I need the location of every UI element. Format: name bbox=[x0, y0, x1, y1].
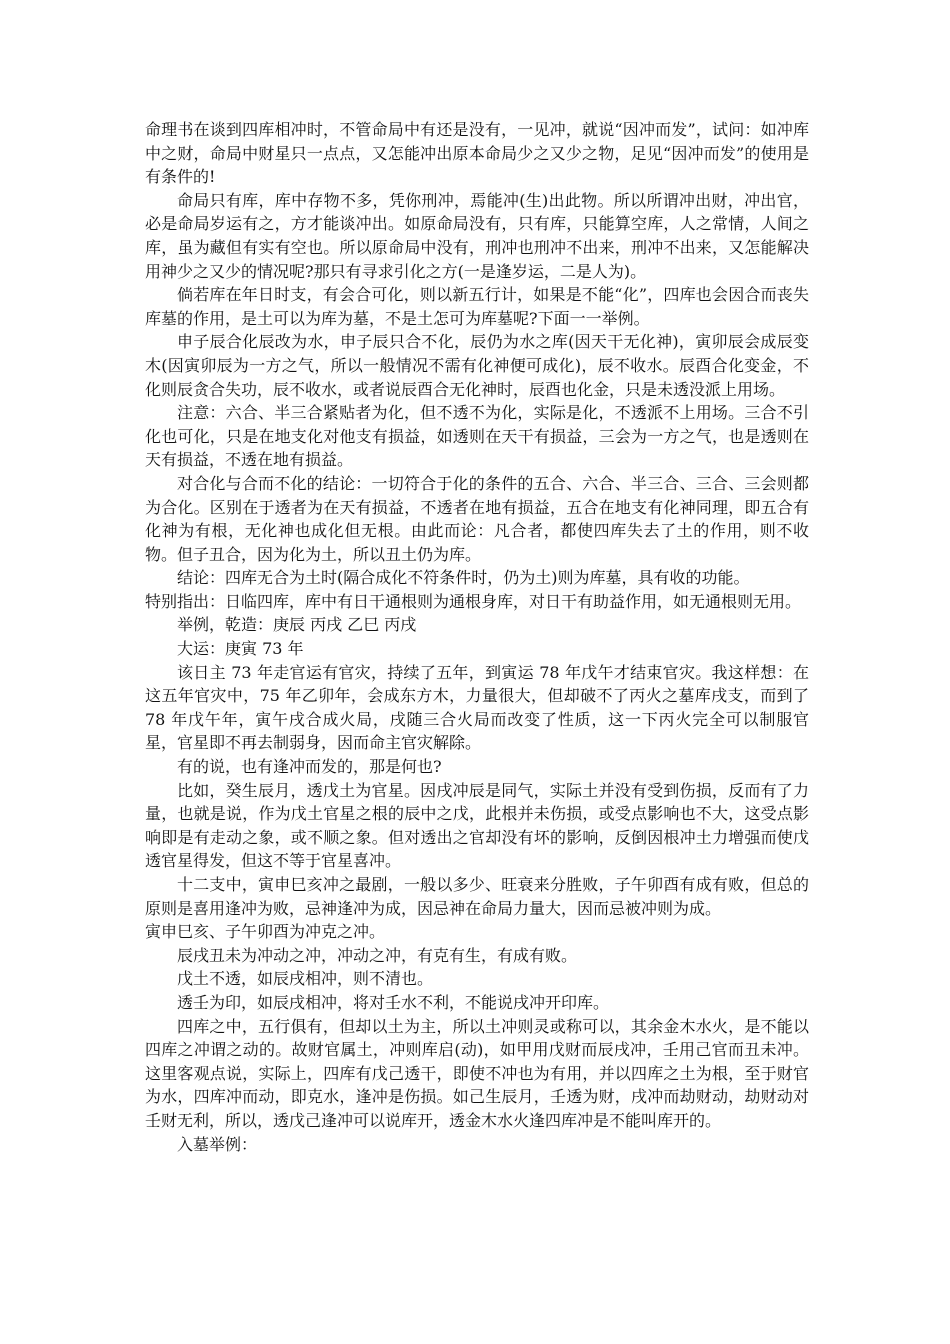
paragraph: 透壬为印，如辰戌相冲，将对壬水不利，不能说戌冲开印库。 bbox=[177, 992, 610, 1012]
paragraph: 辰戌丑未为冲动之冲，冲动之冲，有克有生，有成有败。 bbox=[177, 945, 578, 965]
paragraph: 戊土不透，如辰戌相冲，则不清也。 bbox=[177, 969, 434, 989]
paragraph: 结论：四库无合为土时(隔合成化不符条件时，仍为土)则为库墓，具有收的功能。 bbox=[177, 568, 750, 588]
paragraph: 寅申巳亥、子午卯酉为冲克之冲。 bbox=[145, 922, 386, 942]
paragraph: 特别指出：日临四库，库中有日干通根则为通根身库，对日干有助益作用，如无通根则无用。 bbox=[145, 591, 802, 611]
paragraph: 命局只有库，库中存物不多，凭你刑冲，焉能冲(生)出此物。所以所谓冲出财，冲出官，必是命局岁运有之，方才能谈冲出。如原命局没有，只有库，只能算空库，人之常情，人间之库，虽为藏但有实有空也。所以原命局中没有，刑冲也刑冲不出来，刑冲不出来，又怎能解决用神少之又少的情况呢?那只有寻求引化之方(一是逢岁运，二是人为)。 bbox=[145, 190, 809, 281]
paragraph: 该日主 73 年走官运有官灾，持续了五年，到寅运 78 年戊午才结束官灾。我这样想：在这五年官灾中，75 年乙卯年，会成东方木，力量很大，但却破不了丙火之墓库戌支，而到了 78 年戊午年，寅午戌合成火局，戌随三合火局而改变了性质，这一下丙火完全可以制服官星，官星即不再去制弱身，因而命主官灾解除。 bbox=[145, 662, 809, 753]
document-body bbox=[145, 118, 809, 1156]
paragraph: 注意：六合、半三合紧贴者为化，但不透不为化，实际是化，不透派不上用场。三合不引化也可化，只是在地支化对他支有损益，如透则在天干有损益，三会为一方之气，也是透则在天有损益，不透在地有损益。 bbox=[145, 403, 809, 470]
paragraph: 对合化与合而不化的结论：一切符合于化的条件的五合、六合、半三合、三合、三会则都为合化。区别在于透者为在天有损益，不透者在地有损益，五合在地支有化神同理，即五合有化神为有根，无化神也成化但无根。由此而论：凡合者，都使四库失去了土的作用，则不收物。但子丑合，因为化为土，所以丑土仍为库。 bbox=[145, 473, 809, 564]
paragraph: 申子辰合化辰改为水，申子辰只合不化，辰仍为水之库(因天干无化神)，寅卯辰会成辰变木(因寅卯辰为一方之气，所以一般情况不需有化神便可成化)，辰不收水。辰酉合化变金，不化则辰贪合失功，辰不收水，或者说辰酉合无化神时，辰酉也化金，只是未透没派上用场。 bbox=[145, 332, 809, 399]
section-heading: 入墓举例： bbox=[177, 1134, 258, 1154]
example-line: 举例，乾造：庚辰 丙戌 乙巳 丙戌 bbox=[177, 615, 417, 635]
paragraph: 倘若库在年日时支，有会合可化，则以新五行计，如果是不能“化”，四库也会因合而丧失库墓的作用，是土可以为库为墓，不是土怎可为库墓呢?下面一一举例。 bbox=[145, 285, 809, 328]
paragraph: 四库之中，五行俱有，但却以土为主，所以土冲则灵或称可以，其余金木水火，是不能以四库之冲谓之动的。故财官属土，冲则库启(动)，如甲用戊财而辰戌冲，壬用己官而丑未冲。这里客观点说，实际上，四库有戊己透干，即使不冲也为有用，并以四库之土为根，至于财官为水，四库冲而动，即克水，逢冲是伤损。如己生辰月，壬透为财，戌冲而劫财动，劫财动对壬财无利，所以，透戊己逢冲可以说库开，透金木水火逢四库冲是不能叫库开的。 bbox=[145, 1016, 809, 1130]
paragraph: 比如，癸生辰月，透戊土为官星。因戌冲辰是同气，实际土并没有受到伤损，反而有了力量，也就是说，作为戊土官星之根的辰中之戊，此根并未伤损，或受点影响也不大，这受点影响即是有走动之象，或不顺之象。但对透出之官却没有坏的影响，反倒因根冲土力增强而使戊透官星得发，但这不等于官星喜冲。 bbox=[145, 780, 809, 871]
example-line: 大运：庚寅 73 年 bbox=[177, 639, 304, 659]
paragraph: 命理书在谈到四库相冲时，不管命局中有还是没有，一见冲，就说“因冲而发”，试问：如冲库中之财，命局中财星只一点点，又怎能冲出原本命局少之又少之物，足见“因冲而发”的使用是有条件的! bbox=[145, 120, 809, 187]
paragraph: 十二支中，寅申巳亥冲之最剧，一般以多少、旺衰来分胜败，子午卯酉有成有败，但总的原则是喜用逢冲为败，忌神逢冲为成，因忌神在命局力量大，因而忌被冲则为成。 bbox=[145, 875, 809, 918]
paragraph: 有的说，也有逢冲而发的，那是何也? bbox=[177, 757, 442, 777]
